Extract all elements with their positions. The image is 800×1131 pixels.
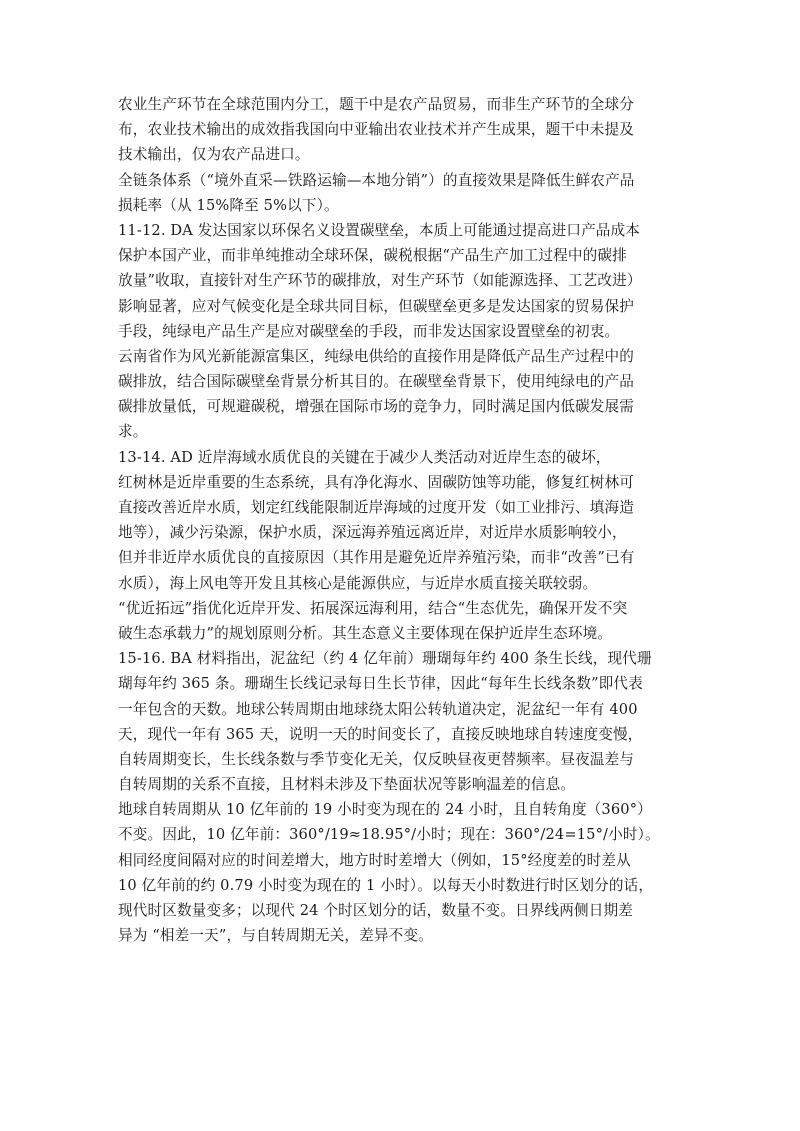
- paragraph-2: [118, 168, 690, 218]
- text-line: 10 亿年前的约 0.79 小时变为现在的 1 小时）。以每天小时数进行时区划分的话，: [118, 876, 654, 894]
- text-line: 现代时区数量变多；以现代 24 个时区划分的话，数量不变。日界线两侧日期差: [118, 902, 633, 919]
- text-line: 直接改善近岸水质，划定红线能限制近岸海域的过度开发（如工业排污、填海造: [118, 499, 635, 516]
- paragraph-9: [118, 848, 690, 949]
- text-line: 自转周期的关系不直接，且材料未涉及下垫面状况等影响温差的信息。: [118, 776, 576, 794]
- text-line: 农业生产环节在全球范围内分工，题干中是农产品贸易，而非生产环节的全球分: [118, 96, 635, 113]
- text-line: 11-12. DA 发达国家以环保名义设置碳壁垒，本质上可能通过提高进口产品成本: [118, 221, 641, 239]
- text-line: 保护本国产业，而非单纯推动全球环保，碳税根据“产品生产加工过程中的碳排: [118, 247, 627, 265]
- text-line: 碳排放量低，可规避碳税，增强在国际市场的竞争力，同时满足国内低碳发展需: [118, 398, 635, 416]
- text-line: 一年包含的天数。地球公转周期由地球绕太阳公转轨道决定，泥盆纪一年有 400: [118, 700, 638, 718]
- text-line: “优近拓远”指优化近岸开发、拓展深远海利用，结合“生态优先，确保开发不突: [118, 599, 628, 617]
- paragraph-5: [118, 445, 690, 596]
- paragraph-6: [118, 596, 690, 646]
- text-line: 云南省作为风光新能源富集区，纯绿电供给的直接作用是降低产品生产过程中的: [118, 347, 635, 365]
- text-line: 布，农业技术输出的成效指我国向中亚输出农业技术并产生成果，题干中未提及: [118, 121, 635, 139]
- text-line: 放量”收取，直接针对生产环节的碳排放，对生产环节（如能源选择、工艺改进）: [118, 272, 642, 290]
- text-line: 手段，纯绿电产品生产是应对碳壁垒的手段，而非发达国家设置壁垒的初衷。: [118, 322, 620, 340]
- text-line: 损耗率（从 15%降至 5%以下）。: [118, 196, 339, 214]
- paragraph-4: [118, 344, 690, 445]
- paragraph-8: [118, 797, 690, 847]
- text-line: 异为 “相差一天”，与自转周期无关，差异不变。: [118, 927, 433, 945]
- text-line: 瑚每年约 365 条。珊瑚生长线记录每日生长节律，因此“每年生长线条数”即代表: [118, 675, 643, 693]
- text-line: 破生态承载力”的规划原则分析。其生态意义主要体现在保护近岸生态环境。: [118, 624, 613, 642]
- paragraph-1: [118, 92, 690, 168]
- text-line: 求。: [118, 423, 148, 441]
- paragraph-3: [118, 218, 690, 344]
- text-line: 不变。因此，10 亿年前：360°/19≈18.95°/小时；现在：360°/24=15°/小时）。: [118, 826, 660, 844]
- text-line: 自转周期变长，生长线条数与季节变化无关，仅反映昼夜更替频率。昼夜温差与: [118, 750, 635, 768]
- text-line: 水质），海上风电等开发且其核心是能源供应，与近岸水质直接关联较弱。: [118, 574, 598, 592]
- text-line: 影响显著，应对气候变化是全球共同目标，但碳壁垒更多是发达国家的贸易保护: [118, 297, 635, 315]
- text-line: 13-14. AD 近岸海域水质优良的关键在于减少人类活动对近岸生态的破坏，: [118, 448, 611, 466]
- paragraph-7: [118, 646, 690, 797]
- text-line: 15-16. BA 材料指出，泥盆纪（约 4 亿年前）珊瑚每年约 400 条生长线，现代珊: [118, 650, 652, 668]
- text-line: 地球自转周期从 10 亿年前的 19 小时变为现在的 24 小时，且自转角度（360°）: [118, 801, 652, 819]
- text-line: 技术输出，仅为农产品进口。: [118, 146, 310, 164]
- text-line: 地等），减少污染源，保护水质，深远海养殖远离近岸，对近岸水质影响较小，: [118, 524, 627, 542]
- text-line: 红树林是近岸重要的生态系统，具有净化海水、固碳防蚀等功能，修复红树林可: [118, 473, 635, 491]
- text-line: 全链条体系（“境外直采—铁路运输—本地分销”）的直接效果是降低生鲜农产品: [118, 171, 635, 189]
- text-line: 天，现代一年有 365 天，说明一天的时间变长了，直接反映地球自转速度变慢，: [118, 725, 643, 743]
- text-line: 相同经度间隔对应的时间差增大，地方时时差增大（例如，15°经度差的时差从: [118, 851, 631, 869]
- text-line: 碳排放，结合国际碳壁垒背景分析其目的。在碳壁垒背景下，使用纯绿电的产品: [118, 373, 635, 391]
- text-line: 但并非近岸水质优良的直接原因（其作用是避免近岸养殖污染，而非“改善”已有: [118, 549, 635, 567]
- document-body: [118, 92, 690, 948]
